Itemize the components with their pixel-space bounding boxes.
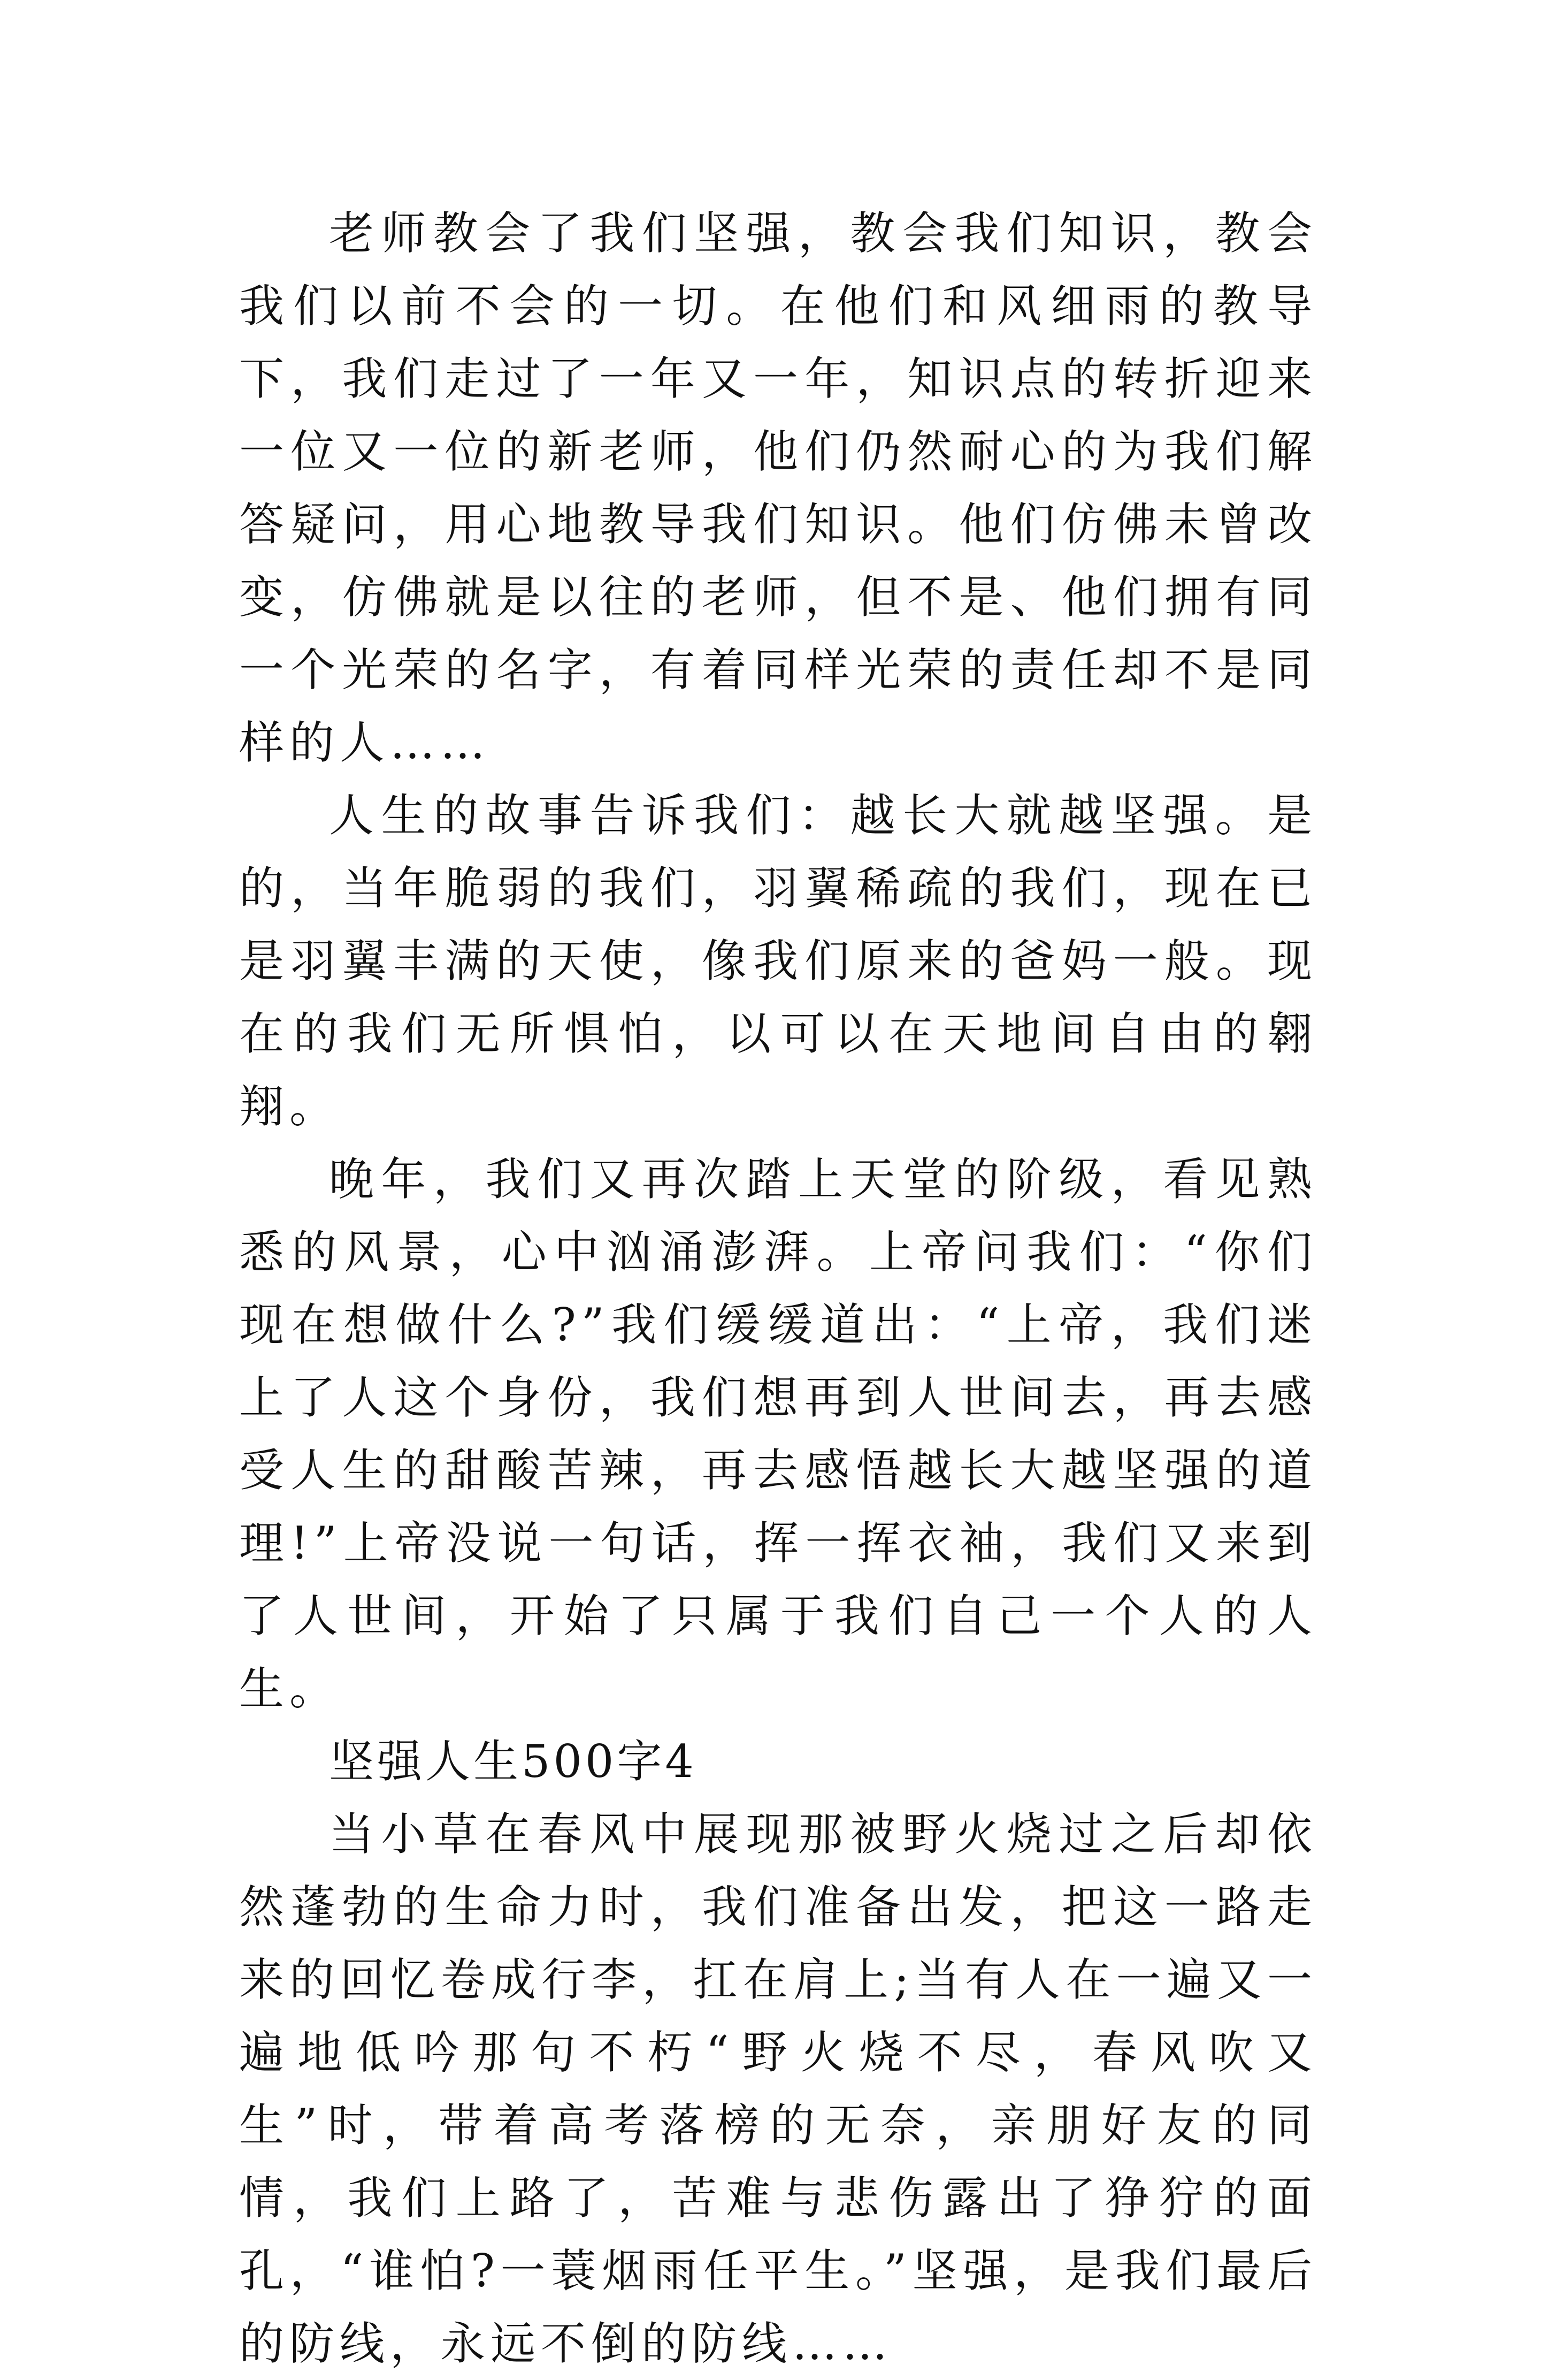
section-heading: 坚强人生500字4 [329, 1735, 697, 1788]
paragraph-growing-up: 人生的故事告诉我们：越长大就越坚强。是的，当年脆弱的我们，羽翼稀疏的我们，现在已是羽翼丰满的天使，像我们原来的爸妈一般。现在的我们无所惧怕，以可以在天地间自由的翱翔。 [239, 789, 1317, 1133]
paragraph-old-age: 晚年，我们又再次踏上天堂的阶级，看见熟悉的风景，心中汹涌澎湃。上帝问我们：“你们现在想做什么?”我们缓缓道出：“上帝，我们迷上了人这个身份，我们想再到人世间去，再去感受人生的甜酸苦辣，再去感悟越长大越坚强的道理!”上帝没说一句话，挥一挥衣袖，我们又来到了人世间，开始了只属于我们自己一个人的人生。 [239, 1153, 1317, 1715]
paragraph-spring-grass: 当小草在春风中展现那被野火烧过之后却依然蓬勃的生命力时，我们准备出发，把这一路走来的回忆卷成行李，扛在肩上;当有人在一遍又一遍地低吟那句不朽“野火烧不尽，春风吹又生”时，带着高考落榜的无奈，亲朋好友的同情，我们上路了，苦难与悲伤露出了狰狞的面孔，“谁怕?一蓑烟雨任平生。”坚强，是我们最后的防线，永远不倒的防线…… [239, 1808, 1317, 2370]
document-body [239, 197, 1317, 2380]
paragraph-teachers: 老师教会了我们坚强，教会我们知识，教会我们以前不会的一切。在他们和风细雨的教导下，我们走过了一年又一年，知识点的转折迎来一位又一位的新老师，他们仍然耐心的为我们解答疑问，用心地教导我们知识。他们仿佛未曾改变，仿佛就是以往的老师，但不是、他们拥有同一个光荣的名字，有着同样光荣的责任却不是同样的人…… [239, 207, 1317, 769]
